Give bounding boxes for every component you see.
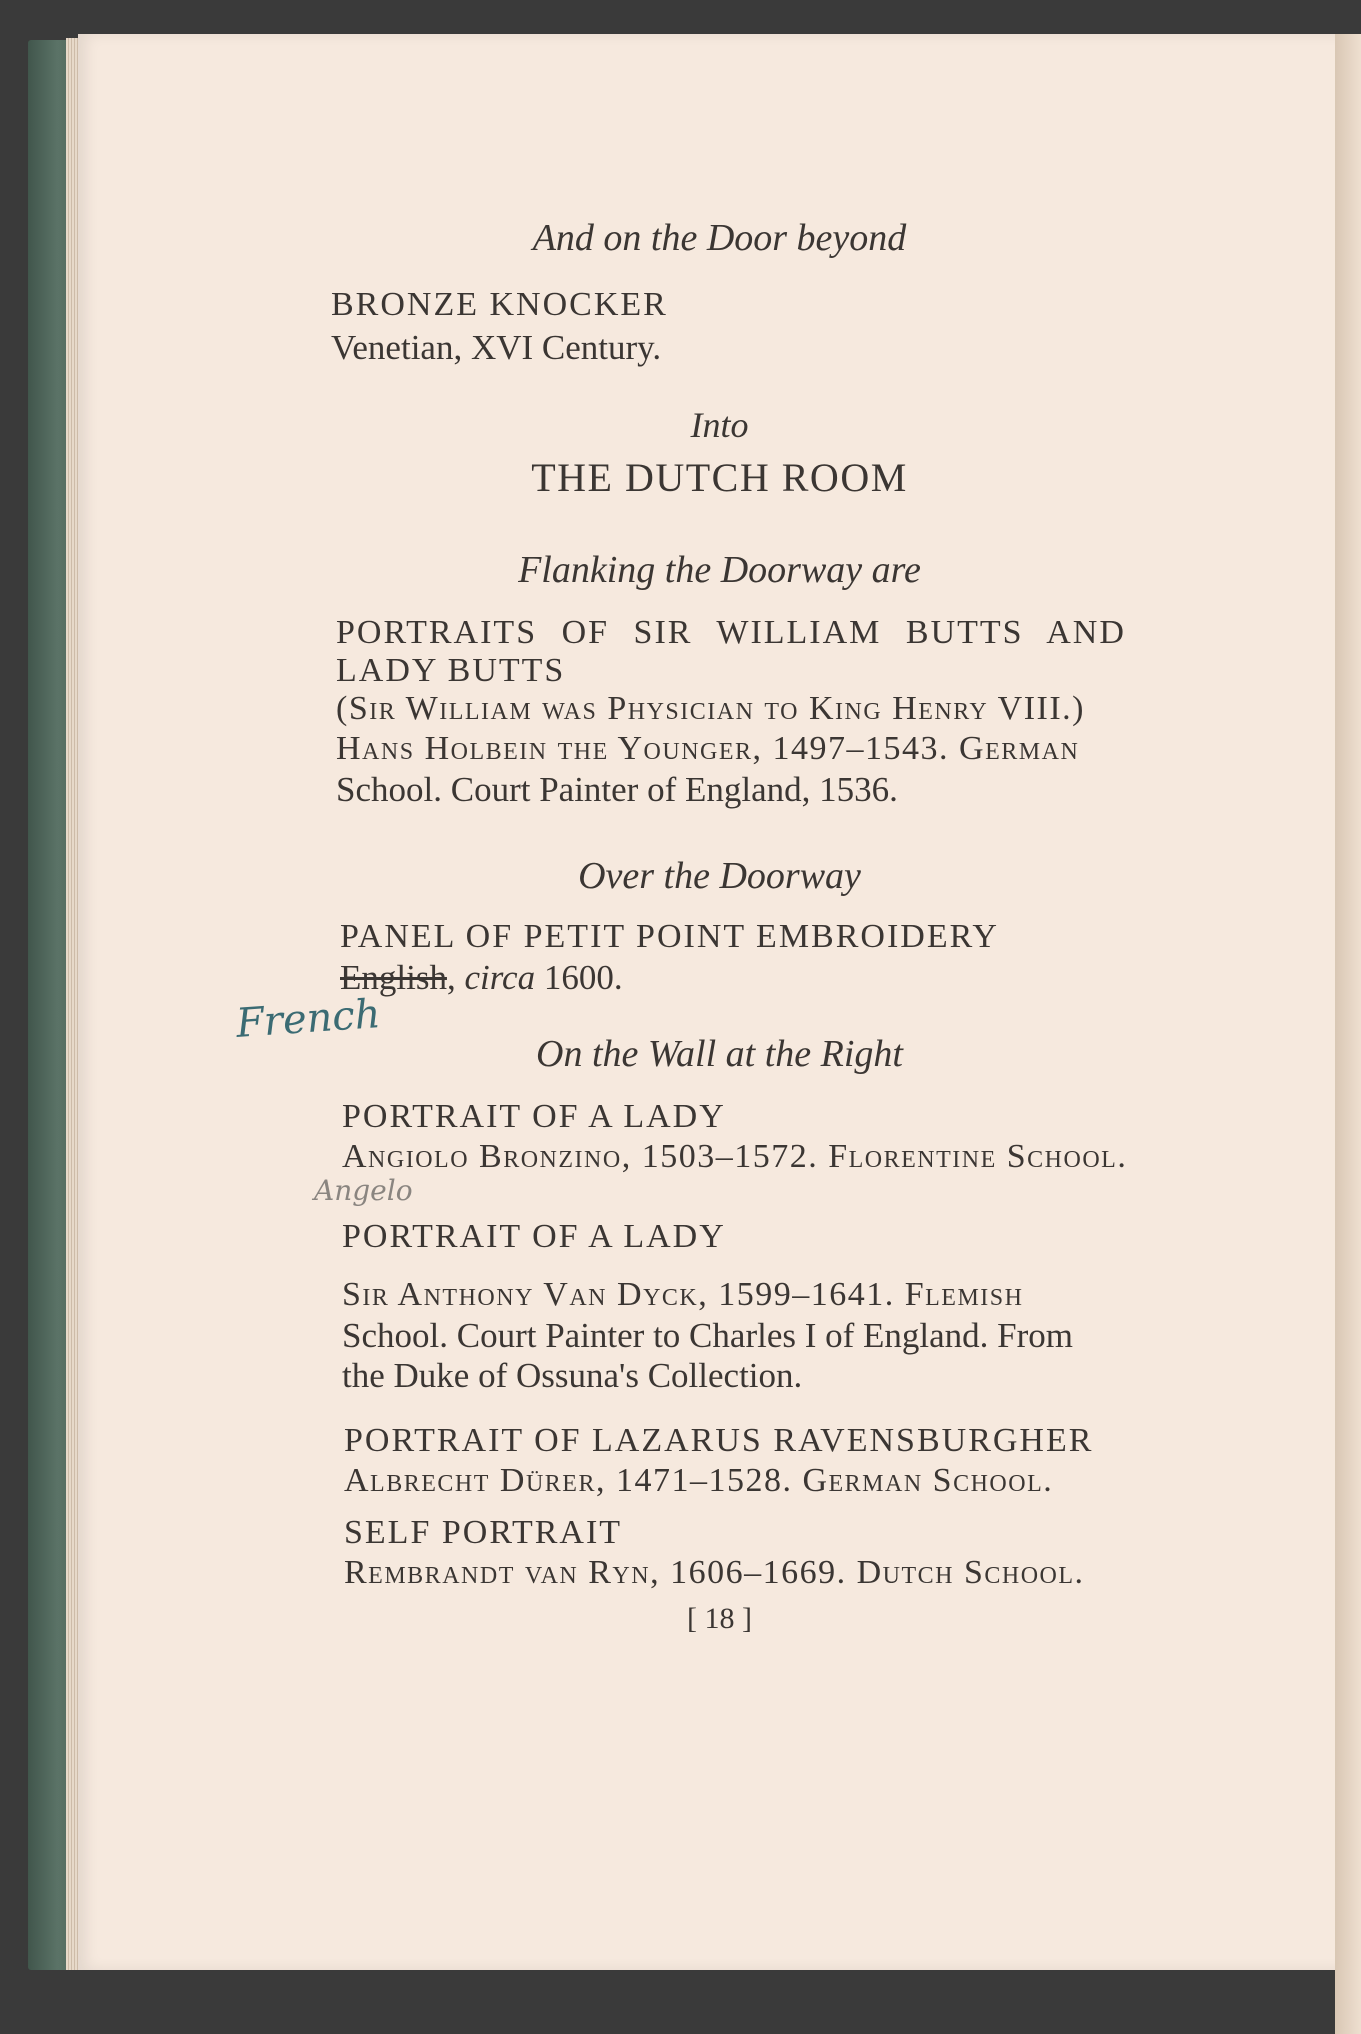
item-title-butts-portraits: PORTRAITS OF SIR WILLIAM BUTTS AND xyxy=(336,614,1126,651)
item-title-butts-portraits-line2: LADY BUTTS xyxy=(336,652,566,689)
comma: , xyxy=(446,958,456,997)
item-artist-van-dyck: Sir Anthony Van Dyck, 1599–1641. Flemish xyxy=(342,1276,1024,1313)
item-note-butts: (Sir William was Physician to King Henry VIII.) xyxy=(336,690,1085,727)
item-detail-holbein: School. Court Painter of England, 1536. xyxy=(336,770,898,809)
into-label: Into xyxy=(690,405,749,445)
item-detail-van-dyck-line2: School. Court Painter to Charles I of England. From xyxy=(342,1316,1074,1355)
date-value: 1600. xyxy=(543,958,623,997)
item-artist-durer: Albrecht Dürer, 1471–1528. German School. xyxy=(344,1462,1054,1499)
section-heading-door-beyond: And on the Door beyond xyxy=(532,217,907,259)
circa-label: circa xyxy=(464,958,536,997)
item-title-portrait-lady-2: PORTRAIT OF A LADY xyxy=(342,1218,726,1255)
page-number: [ 18 ] xyxy=(687,1602,752,1635)
pencil-note-angelo: Angelo xyxy=(314,1174,413,1207)
item-title-ravensburgher: PORTRAIT OF LAZARUS RAVENSBURGHER xyxy=(344,1422,1094,1459)
room-title: THE DUTCH ROOM xyxy=(531,455,908,500)
item-detail-bronze-knocker: Venetian, XVI Century. xyxy=(331,328,662,367)
item-artist-holbein: Hans Holbein the Younger, 1497–1543. German xyxy=(336,730,1080,767)
item-title-bronze-knocker: BRONZE KNOCKER xyxy=(331,286,668,323)
item-title-portrait-lady-1: PORTRAIT OF A LADY xyxy=(342,1098,726,1135)
struck-word: English xyxy=(340,958,447,997)
item-artist-rembrandt: Rembrandt van Ryn, 1606–1669. Dutch School. xyxy=(344,1554,1085,1591)
section-heading-wall-right: On the Wall at the Right xyxy=(536,1033,903,1075)
section-heading-over-doorway: Over the Doorway xyxy=(578,855,861,897)
item-title-petit-point: PANEL OF PETIT POINT EMBROIDERY xyxy=(340,918,999,955)
book-page xyxy=(78,34,1361,1970)
item-detail-petit-point xyxy=(340,958,623,998)
section-heading-flanking-doorway: Flanking the Doorway are xyxy=(518,549,921,591)
item-detail-van-dyck-line3: the Duke of Ossuna's Collection. xyxy=(342,1356,803,1395)
handwritten-correction: French xyxy=(234,991,382,1047)
item-artist-bronzino: Angiolo Bronzino, 1503–1572. Florentine School. xyxy=(342,1138,1128,1175)
item-title-self-portrait: SELF PORTRAIT xyxy=(344,1514,623,1551)
